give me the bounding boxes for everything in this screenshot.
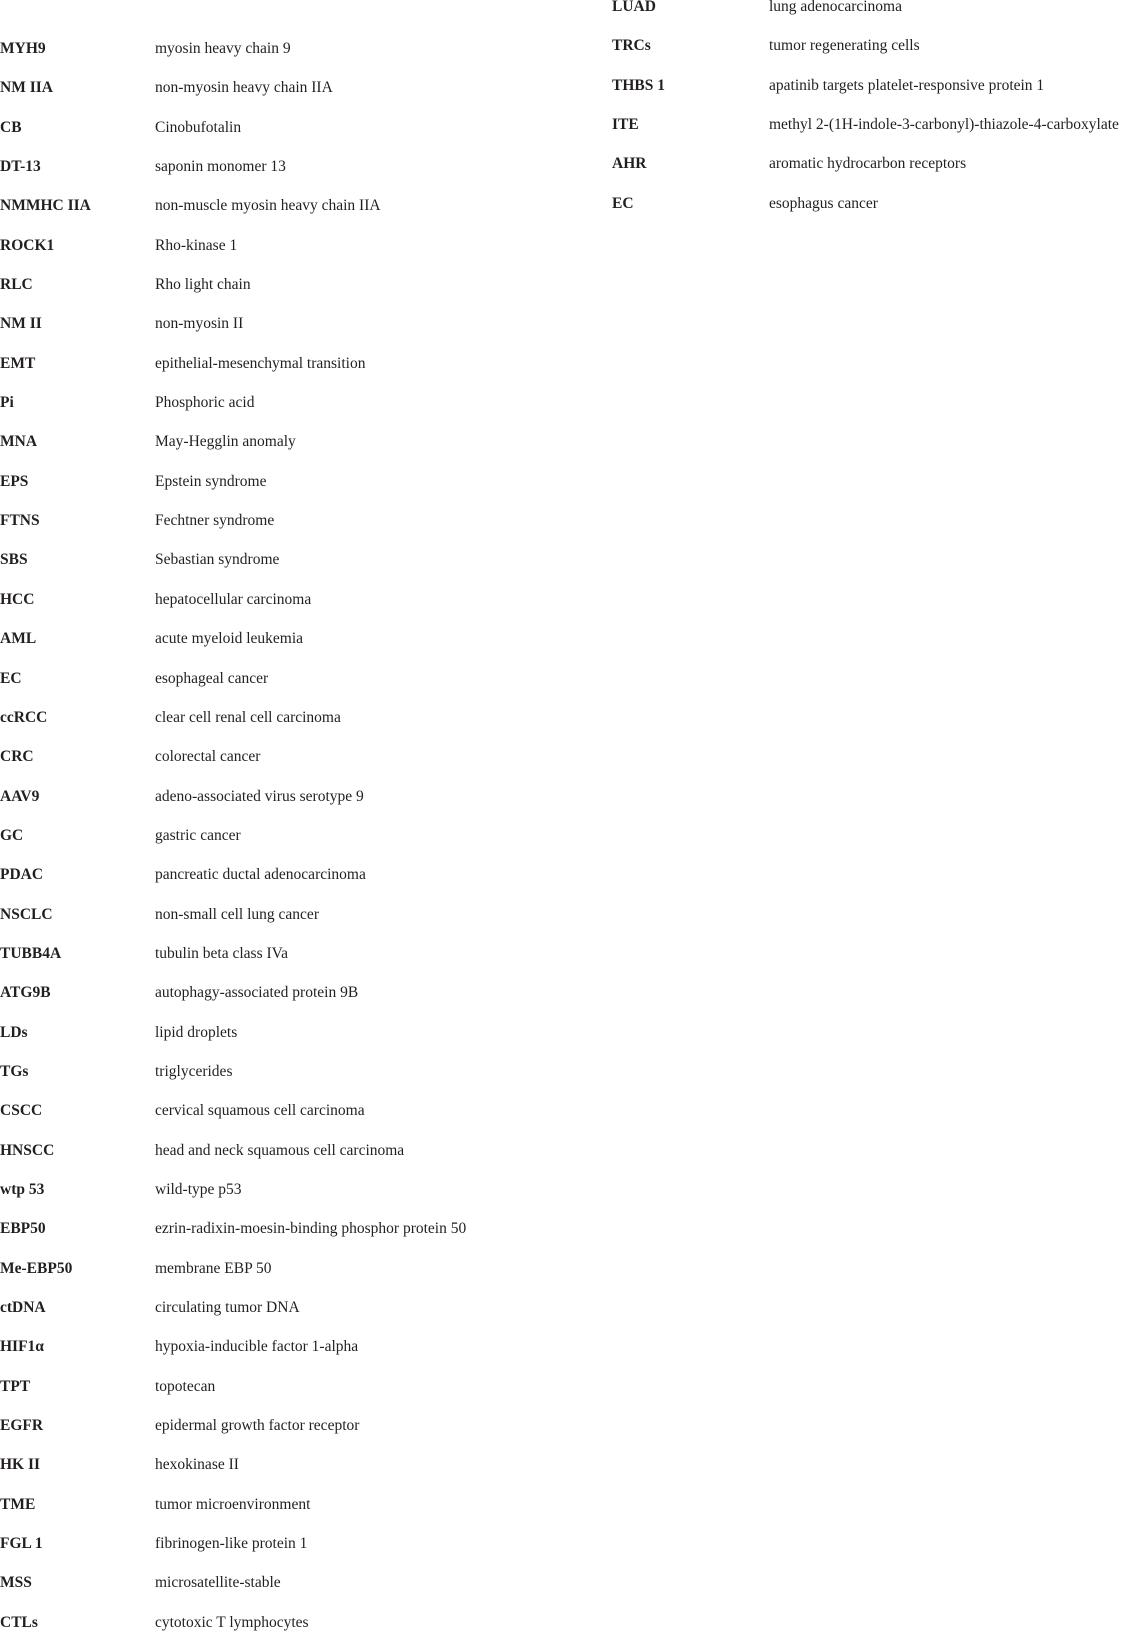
- abbreviation-definition: Epstein syndrome: [155, 472, 267, 490]
- abbreviation-row: [0, 865, 466, 904]
- abbreviation-definition: esophagus cancer: [769, 194, 878, 212]
- abbreviation-row: [0, 747, 466, 786]
- abbreviation-definition: autophagy-associated protein 9B: [155, 984, 359, 1002]
- abbreviation-definition: non-myosin II: [155, 315, 244, 333]
- abbreviation-row: [0, 1062, 466, 1101]
- abbreviation-row: [0, 826, 466, 865]
- abbreviation-definition: colorectal cancer: [155, 748, 261, 766]
- abbreviation-definition: wild-type p53: [155, 1180, 242, 1198]
- abbreviation-definition: tumor microenvironment: [155, 1495, 311, 1513]
- abbreviation-definition: lung adenocarcinoma: [769, 0, 902, 15]
- abbreviation-definition: epithelial-mesenchymal transition: [155, 354, 366, 372]
- abbreviation-term: NSCLC: [0, 905, 53, 923]
- abbreviation-term: GC: [0, 826, 24, 844]
- abbreviation-term: AHR: [612, 155, 647, 173]
- abbreviation-term: TME: [0, 1495, 36, 1513]
- abbreviation-row: [612, 115, 1119, 154]
- abbreviation-term: ITE: [612, 116, 639, 134]
- abbreviation-row: [0, 432, 466, 471]
- abbreviation-row: [0, 78, 466, 117]
- abbreviation-term: HNSCC: [0, 1141, 55, 1159]
- abbreviation-row: [0, 787, 466, 826]
- abbreviation-row: [0, 1416, 466, 1455]
- abbreviation-term: HIF1α: [0, 1338, 44, 1356]
- abbreviation-definition: apatinib targets platelet-responsive protein 1: [769, 76, 1045, 94]
- abbreviation-term: TPT: [0, 1377, 31, 1395]
- abbreviation-definition: saponin monomer 13: [155, 158, 286, 176]
- abbreviation-row: [612, 36, 1119, 75]
- abbreviation-row: [0, 590, 466, 629]
- abbreviation-definition: lipid droplets: [155, 1023, 238, 1041]
- abbreviation-definition: membrane EBP 50: [155, 1259, 272, 1277]
- abbreviation-term: Me-EBP50: [0, 1259, 73, 1277]
- abbreviation-term: LDs: [0, 1023, 28, 1041]
- abbreviation-definition: head and neck squamous cell carcinoma: [155, 1141, 405, 1159]
- abbreviation-term: RLC: [0, 276, 33, 294]
- abbreviation-term: MNA: [0, 433, 38, 451]
- abbreviation-definition: adeno-associated virus serotype 9: [155, 787, 364, 805]
- abbreviation-row: [612, 0, 1119, 36]
- abbreviation-term: ROCK1: [0, 236, 55, 254]
- abbreviation-definition: esophageal cancer: [155, 669, 269, 687]
- abbreviation-row: [0, 550, 466, 589]
- abbreviation-definition: ezrin-radixin-moesin-binding phosphor protein 50: [155, 1220, 467, 1238]
- abbreviation-term: MSS: [0, 1574, 32, 1592]
- abbreviation-definition: topotecan: [155, 1377, 216, 1395]
- abbreviation-row: [612, 194, 1119, 233]
- abbreviation-row: [0, 314, 466, 353]
- abbreviation-term: EBP50: [0, 1220, 46, 1238]
- abbreviation-definition: Sebastian syndrome: [155, 551, 280, 569]
- abbreviation-term: SBS: [0, 551, 28, 569]
- abbreviation-definition: microsatellite-stable: [155, 1574, 281, 1592]
- abbreviation-row: [0, 983, 466, 1022]
- abbreviation-definition: triglycerides: [155, 1062, 233, 1080]
- abbreviation-definition: gastric cancer: [155, 826, 241, 844]
- abbreviation-term: NM IIA: [0, 79, 53, 97]
- abbreviation-row: [612, 154, 1119, 193]
- abbreviation-row: [0, 1023, 466, 1062]
- abbreviation-definition: Cinobufotalin: [155, 118, 242, 136]
- abbreviation-term: PDAC: [0, 866, 44, 884]
- abbreviation-term: NM II: [0, 315, 42, 333]
- abbreviation-definition: cytotoxic T lymphocytes: [155, 1613, 309, 1631]
- abbreviation-term: EGFR: [0, 1417, 44, 1435]
- abbreviation-term: ctDNA: [0, 1299, 46, 1316]
- abbreviation-term: CB: [0, 118, 22, 136]
- abbreviation-term: CRC: [0, 748, 34, 766]
- abbreviation-term: TGs: [0, 1062, 29, 1080]
- abbreviation-definition: Rho light chain: [155, 276, 251, 294]
- abbreviation-row: [0, 118, 466, 157]
- abbreviation-term: MYH9: [0, 40, 46, 57]
- abbreviation-row: [0, 236, 466, 275]
- abbreviation-row: [0, 1495, 466, 1534]
- abbreviation-term: THBS 1: [612, 76, 665, 94]
- abbreviation-definition: acute myeloid leukemia: [155, 630, 304, 648]
- abbreviation-row: [0, 196, 466, 235]
- abbreviation-definition: hexokinase II: [155, 1456, 239, 1474]
- abbreviation-term: EC: [0, 669, 22, 687]
- abbreviation-row: [0, 1219, 466, 1258]
- abbreviation-term: FGL 1: [0, 1535, 43, 1553]
- abbreviation-term: AML: [0, 630, 37, 648]
- abbreviation-row: [0, 1534, 466, 1573]
- abbreviation-row: [0, 393, 466, 432]
- abbreviation-term: TUBB4A: [0, 944, 62, 962]
- abbreviation-definition: tubulin beta class IVa: [155, 944, 289, 962]
- abbreviation-definition: circulating tumor DNA: [155, 1299, 300, 1316]
- abbreviation-definition: non-myosin heavy chain IIA: [155, 79, 333, 97]
- abbreviation-term: ccRCC: [0, 708, 48, 726]
- abbreviation-definition: May-Hegglin anomaly: [155, 433, 296, 451]
- abbreviation-definition: non-muscle myosin heavy chain IIA: [155, 197, 381, 215]
- abbreviation-definition: non-small cell lung cancer: [155, 905, 319, 923]
- abbreviation-definition: Fechtner syndrome: [155, 512, 275, 530]
- abbreviation-row: [0, 1180, 466, 1219]
- abbreviation-row: [0, 708, 466, 747]
- abbreviation-definition: clear cell renal cell carcinoma: [155, 708, 341, 726]
- abbreviation-row: [0, 1337, 466, 1376]
- abbreviation-term: Pi: [0, 394, 14, 412]
- abbreviation-row: [0, 905, 466, 944]
- abbreviation-definition: fibrinogen-like protein 1: [155, 1535, 308, 1553]
- abbreviation-row: [0, 629, 466, 668]
- abbreviation-term: AAV9: [0, 787, 40, 805]
- abbreviation-row: [0, 354, 466, 393]
- abbreviation-definition: tumor regenerating cells: [769, 37, 920, 55]
- abbreviation-row: [612, 76, 1119, 115]
- abbreviation-definition: hepatocellular carcinoma: [155, 590, 312, 608]
- abbreviation-term: HCC: [0, 590, 35, 608]
- abbreviation-row: [0, 39, 466, 78]
- abbreviation-row: [0, 1101, 466, 1140]
- abbreviation-row: [0, 1141, 466, 1180]
- abbreviation-term: FTNS: [0, 512, 40, 530]
- abbreviation-term: HK II: [0, 1456, 41, 1474]
- abbreviation-definition: pancreatic ductal adenocarcinoma: [155, 866, 366, 884]
- abbreviation-row: [0, 669, 466, 708]
- abbreviation-row: [0, 1259, 466, 1298]
- abbreviation-row: [0, 1573, 466, 1612]
- abbreviation-row: [0, 511, 466, 550]
- abbreviation-term: LUAD: [612, 0, 656, 15]
- abbreviation-term: wtp 53: [0, 1180, 45, 1198]
- abbreviation-term: EC: [612, 194, 634, 212]
- abbreviation-definition: cervical squamous cell carcinoma: [155, 1102, 365, 1120]
- abbreviation-term: NMMHC IIA: [0, 197, 91, 215]
- abbreviation-term: TRCs: [612, 37, 651, 55]
- abbreviation-definition: hypoxia-inducible factor 1-alpha: [155, 1338, 359, 1356]
- abbreviation-definition: epidermal growth factor receptor: [155, 1417, 360, 1435]
- abbreviation-definition: methyl 2-(1H-indole-3-carbonyl)-thiazole-4-carboxylate: [769, 116, 1119, 134]
- abbreviation-row: [0, 472, 466, 511]
- abbreviation-list-right: [612, 0, 1119, 233]
- abbreviation-list-left: [0, 0, 466, 1652]
- abbreviation-term: DT-13: [0, 158, 41, 176]
- abbreviation-term: EMT: [0, 354, 36, 372]
- abbreviation-definition: Rho-kinase 1: [155, 236, 238, 254]
- abbreviation-definition: myosin heavy chain 9: [155, 40, 291, 57]
- abbreviation-row: [0, 1377, 466, 1416]
- abbreviation-definition: Phosphoric acid: [155, 394, 255, 412]
- abbreviation-term: CSCC: [0, 1102, 43, 1120]
- abbreviation-row: [0, 1455, 466, 1494]
- abbreviation-row: [0, 1298, 466, 1337]
- abbreviation-row: [0, 944, 466, 983]
- abbreviation-term: CTLs: [0, 1613, 38, 1631]
- abbreviation-term: EPS: [0, 472, 29, 490]
- abbreviation-row: [0, 157, 466, 196]
- abbreviation-term: ATG9B: [0, 984, 51, 1002]
- abbreviation-row: [0, 1613, 466, 1652]
- abbreviation-row: [0, 275, 466, 314]
- abbreviation-definition: aromatic hydrocarbon receptors: [769, 155, 967, 173]
